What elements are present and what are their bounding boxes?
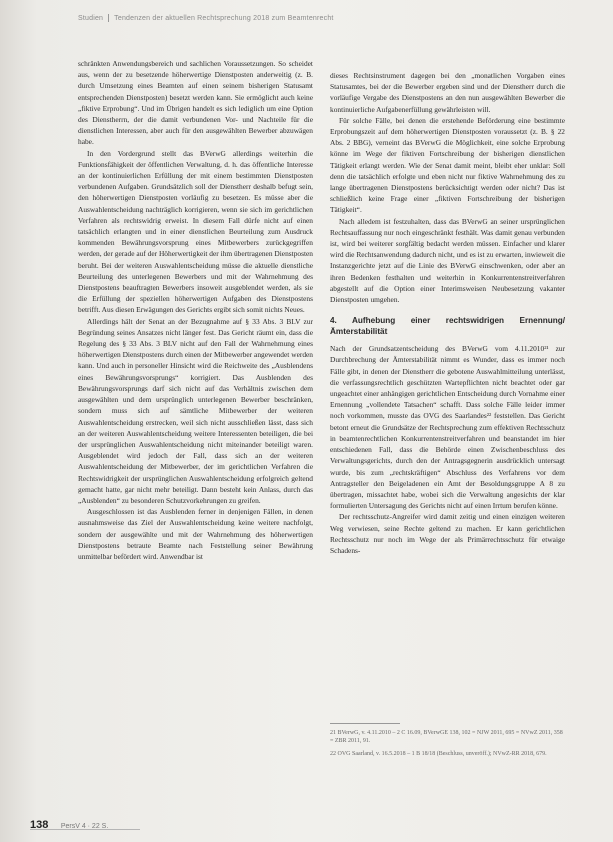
running-header (78, 14, 334, 22)
paragraph: schränkten Anwendungsbereich und sachlichen Voraussetzungen. So scheidet aus, wenn der zu besetzende höherwertige Dienstposten anderweitig (z. B. durch Umsetzung eines Beamten auf einen seinem bisherigen Statusamt entsprechenden Dienstposten) besetzt werden kann. Sie ermöglicht auch keine „fiktive Erprobung“. Und im Übrigen handelt es sich lediglich um eine Option des Dienstherrn, der die damit verbundenen Vor- und Nachteile für die dienstlichen Interessen, aber auch für den ausgewählten Bewerber abzuwägen habe. (78, 59, 313, 147)
journal-reference: PersV 4 · 22 S. (60, 823, 109, 830)
page-footer (30, 815, 108, 833)
left-column (78, 58, 313, 562)
page-number: 138 (30, 819, 49, 831)
header-divider (108, 14, 109, 22)
header-section: Studien (78, 14, 104, 22)
paragraph: In den Vordergrund stellt das BVerwG allerdings weiterhin die Funktionsfähigkeit der öffentlichen Verwaltung, d. h. das öffentliche Interesse an der kontinuierlichen Erfüllung der mit einem bestimmten Dienstposten verbundenen Aufgaben. Grundsätzlich soll der Dienstherr deshalb befugt sein, den höherwertigen Dienstposten vorläufig zu besetzen. Es müsse aber die Auswahlentscheidung nachträglich korrigieren, wenn sie sich im gerichtlichen Verfahren als rechtswidrig erweist. In diesem Fall dürfe nicht auf einen tatsächlich erlangten und in einer dienstlichen Beurteilung zum Ausdruck kommenden Bewährungsvorsprung eines Mitbewerbers zurückgegriffen werden, der gerade auf der Höherwertigkeit der ihm übertragenen Dienstposten beruht. Bei der weiteren Auswahlentscheidung müsse die aktuelle dienstliche Beurteilung des unterlegenen Bewerbers und mit der Wahrnehmung des Dienstpostens beauftragten Bewerbers insoweit ausgeblendet werden, als sie die Erfüllung der speziellen höherwertigen Aufgaben des Dienstpostens betrifft. Aus diesen Erwägungen des Gerichts ergibt sich somit nichts Neues. (78, 148, 313, 315)
paragraph: Ausgeschlossen ist das Ausblenden ferner in denjenigen Fällen, in denen ausnahmsweise das Ziel der Auswahlentscheidung keine weitere nachfolgt, sondern der ausgewählte und mit der Wahrnehmung des höherwertigen Dienstpostens betraute Beamte nach Feststellung seiner Bewährung unmittelbar befördert wird. Anwendbar ist (78, 507, 313, 561)
right-column (330, 70, 565, 556)
footnote: 21 BVerwG, v. 4.11.2010 – 2 C 16.09, BVerwGE 138, 102 = NJW 2011, 695 = NVwZ 2011, 358 = ZBR 2011, 91. (330, 730, 563, 744)
paragraph: Allerdings hält der Senat an der Bezugnahme auf § 33 Abs. 3 BLV zur Begründung seines Ansatzes nicht länger fest. Das Gericht räumt ein, dass die Regelung des § 33 Abs. 3 BLV nicht auf den Fall der Wahrnehmung eines höherwertigen Dienstpostens durch einen der Mitbewerber angewendet werden kann. Und auch in personeller Hinsicht wird die Reichweite des „Ausblendens eines Bewährungsvorsprungs“ korrigiert. Das Ausblenden des Bewährungsvorsprungs darf sich nicht auf das Verhältnis zwischen dem ausgewählten und dem ursprünglich unterlegenen Bewerber beschränken, sondern muss sich auf sämtliche Mitbewerber der weiteren Auswahlentscheidung erstrecken, weil sich nicht ausschließen lässt, dass sich an der weiteren Auswahlentscheidung weitere Interessenten beteiligen, die bei der ursprünglichen Auswahlentscheidung nicht miteinander beteiligt waren. Ausgeblendet wird jedoch der Fall, dass sich an der weiteren Auswahlentscheidung der Mitbewerber, der im gerichtlichen Verfahren die Rechtswidrigkeit der ursprünglichen Auswahlentscheidung erfolgreich geltend gemacht hatte, gar nicht mehr beteiligt. Dann besteht kein Anlass, durch das „Ausblenden“ zu besonderen Schutzvorkehrungen zu greifen. (78, 316, 313, 505)
footer-divider (30, 829, 140, 830)
footnote: 22 OVG Saarland, v. 16.5.2018 – 1 B 18/18 (Beschluss, unveröff.); NVwZ-RR 2018, 679. (330, 751, 547, 757)
paragraph: Nach der Grundsatzentscheidung des BVerwG vom 4.11.2010²¹ zur Durchbrechung der Ämterstabilität nimmt es Wunder, dass es immer noch Fälle gibt, in denen der Dienstherr die gebotene Auswahlmitteilung unterlässt, die verfassungsrechtlich geschützten Wartepflichten nicht beachtet oder gar ungeachtet einer anhängigen gerichtlichen Entscheidung durch Vornahme einer Ernennung „vollendete Tatsachen“ schafft. Dass solche Fälle leider immer noch vorkommen, musste das OVG des Saarlandes²² feststellen. Das Gericht betont erneut die Grundsätze der Rechtsprechung zum effektiven Rechtsschutz in beamtenrechtlichen Konkurrentenstreitverfahren und beanstandet im hier entschiedenen Fall, dass die Behörde einen Zwischenbeschluss des Verwaltungsgerichts, durch den der Antragsgegnerin ausdrücklich untersagt wurde, bis zum „rechtskräftigen“ Abschluss des Verfahrens vor dem Antragsteller den Beigeladenen ein Amt der Besoldungsgruppe A 8 zu übertragen, missachtet habe, wobei sich die Verwaltung angesichts der klar formulierten Untersagung des Gerichts nicht auf einen Irrtum berufen könne. (330, 344, 565, 511)
paragraph: dieses Rechtsinstrument dagegen bei den „monatlichen Vorgaben eines Statusamtes, bei der die Bewerber ergeben sind und der Dienstherr durch die vorläufige Vergabe des Dienstpostens an den nun ausgewählten Bewerber die kontinuierliche Aufgabenerfüllung gewährleisten will. (330, 71, 565, 114)
paragraph: Nach alledem ist festzuhalten, dass das BVerwG an seiner ursprünglichen Rechtsauffassung nur noch eingeschränkt festhält. Was damit genau verbunden ist, wird bei weiterer sorgfältig bedacht werden müssen. Einfacher und klarer wird die Rechtsanwendung dadurch nicht, und es ist zu erwarten, inwieweit die Instanzgerichte jetzt auf die Linie des BVerwG einschwenken, oder aber an ihren Bedenken festhalten und weiterhin in Konkurrentenstreitverfahren abgestellt auf die Option einer Interimsweisen Neubesetzung vakanter Dienstposten umgehen. (330, 216, 565, 305)
footnote-divider (330, 723, 400, 724)
footnotes (330, 729, 565, 763)
header-title: Tendenzen der aktuellen Rechtsprechung 2018 zum Beamtenrecht (114, 14, 334, 22)
paragraph: Der rechtsschutz-Angreifer wird damit zeitig und einen einzigen weiteren Weg verwiesen, seine Rechte geltend zu machen. Er kann gerichtlichen Rechtsschutz nur noch im Wege der als Primärrechtsschutz für etwaige Schadens- (330, 512, 565, 555)
section-heading: 4. Aufhebung einer rechtswidrigen Ernennung/ Ämterstabilität (330, 316, 565, 337)
paragraph: Für solche Fälle, bei denen die erstehende Beförderung eine bestimmte Erprobungszeit auf dem höherwertigen Dienstposten voraussetzt (z. B. § 22 Abs. 2 BBG), verneint das BVerwG die Möglichkeit, eine solche Erprobung könne im Wege der fiktiven Fortschreibung der bisherigen dienstlichen Tätigkeit erlangt werden. Wie der Senat damit meint, bleibt eher unklar: Soll denn die tatsächlich erfolgte und eben nicht nur fiktive Wahrnehmung des zu lange übertragenen Dienstpostens berücksichtigt werden oder nicht? Das ist schließlich keine Frage einer „fiktiven Fortschreibung der bisherigen Tätigkeit“. (330, 115, 565, 215)
